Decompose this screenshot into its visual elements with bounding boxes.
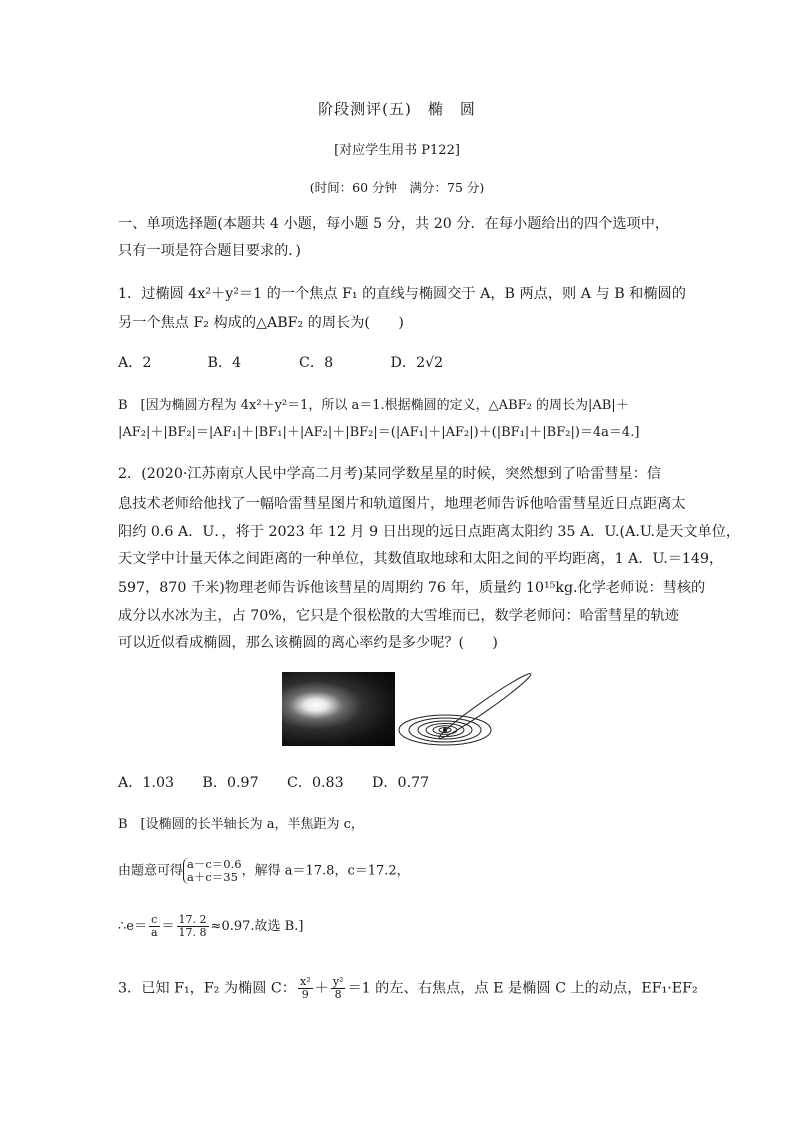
section-heading-line1: 一、单项选择题(本题共 4 小题，每小题 5 分，共 20 分．在每小题给出的四个选项中，	[118, 216, 670, 232]
fraction-denominator: 9	[301, 988, 309, 1001]
answer-2-eccentricity	[118, 914, 678, 939]
answer-2-suffix: ，解得 a＝17.8，c＝17.2，	[241, 863, 410, 879]
fraction-numerator: y²	[332, 975, 344, 988]
question-2-line5: 597，870 千米)物理老师告诉他该彗星的周期约 76 年，质量约 10¹⁵kg.化学老师说：彗核的	[118, 580, 706, 596]
fraction-numerator: c	[149, 914, 160, 927]
fraction-y2-over-8	[331, 976, 346, 1001]
question-2-options: A．1.03 B．0.97 C．0.83 D．0.77	[118, 775, 430, 791]
answer-1-line2: |AF₂|＋|BF₂|＝|AF₁|＋|BF₁|＋|AF₂|＋|BF₂|＝(|AF₁|＋|AF₂|)＋(|BF₁|＋|BF₂|)＝4a＝4.]	[118, 425, 640, 440]
section-heading-line2: 只有一项是符合题目要求的．)	[118, 243, 301, 259]
answer-2-line1: B [设椭圆的长半轴长为 a，半焦距为 c，	[118, 817, 364, 832]
reference-note: [对应学生用书 P122]	[334, 143, 460, 158]
eccentricity-suffix: ≈0.97.故选 B.]	[210, 919, 304, 934]
page-title: 阶段测评(五) 椭 圆	[318, 100, 476, 118]
plus-sign: ＋	[314, 980, 329, 997]
comet-photo	[282, 672, 395, 746]
equation-2: a＋c＝35	[187, 870, 238, 884]
fraction-denominator: 8	[334, 988, 342, 1001]
question-2-line2: 息技术老师给他找了一幅哈雷彗星图片和轨道图片，地理老师告诉他哈雷彗星近日点距离太	[118, 496, 686, 512]
answer-1-line1: B [因为椭圆方程为 4x²＋y²＝1，所以 a＝1.根据椭圆的定义，△ABF₂ 的周长为|AB|＋	[118, 398, 629, 413]
equation-system	[183, 858, 242, 884]
question-2-line1: 2．(2020·江苏南京人民中学高二月考)某同学数星星的时候，突然想到了哈雷彗星：信	[118, 466, 662, 482]
question-3-line1	[118, 975, 698, 1001]
question-2-line6: 成分以水冰为主，占 70%，它只是个很松散的大雪堆而已，数学老师问：哈雷彗星的轨迹	[118, 608, 679, 624]
question-2-line4: 天文学中计量天体之间距离的一种单位，其数值取地球和太阳之间的平均距离，1 A．U.＝149，	[118, 551, 724, 567]
question-3-suffix: ＝1 的左、右焦点，点 E 是椭圆 C 上的动点，EF₁·EF₂	[347, 980, 698, 997]
exam-timing: (时间：60 分钟 满分：75 分)	[309, 180, 485, 195]
option-b: B．4	[207, 355, 242, 371]
answer-2-system-line	[118, 858, 678, 884]
orbit-diagram	[397, 672, 542, 748]
eccentricity-prefix: ∴e＝	[118, 919, 147, 934]
question-1-line2: 另一个焦点 F₂ 构成的△ABF₂ 的周长为( )	[118, 315, 404, 331]
question-1-options	[118, 353, 678, 373]
question-2-line7: 可以近似看成椭圆，那么该椭圆的离心率约是多少呢？( )	[118, 635, 498, 651]
answer-2-prefix: 由题意可得	[118, 863, 184, 879]
fraction-c-over-a	[149, 914, 160, 939]
fraction-numerator: 17. 2	[178, 913, 207, 926]
comet-figure	[282, 672, 542, 748]
question-3-prefix: 3．已知 F₁，F₂ 为椭圆 C：	[118, 980, 296, 997]
fraction-numerator: x²	[299, 975, 311, 988]
option-c: C．8	[299, 355, 334, 371]
option-a: A．2	[118, 355, 152, 371]
fraction-denominator: a	[150, 926, 158, 939]
fraction-denominator: 17. 8	[178, 926, 207, 939]
equals-sign: ＝	[161, 919, 175, 934]
fraction-x2-over-9	[298, 976, 313, 1001]
fraction-values	[177, 914, 209, 939]
question-1-line1: 1．过椭圆 4x²＋y²＝1 的一个焦点 F₁ 的直线与椭圆交于 A，B 两点，则 A 与 B 和椭圆的	[118, 286, 686, 302]
question-2-line3: 阳约 0.6 A．U．，将于 2023 年 12 月 9 日出现的远日点距离太阳约 35 A．U.(A.U.是天文单位，	[118, 524, 741, 540]
option-d: D．2√2	[390, 355, 444, 371]
equation-1: a－c＝0.6	[187, 857, 242, 871]
